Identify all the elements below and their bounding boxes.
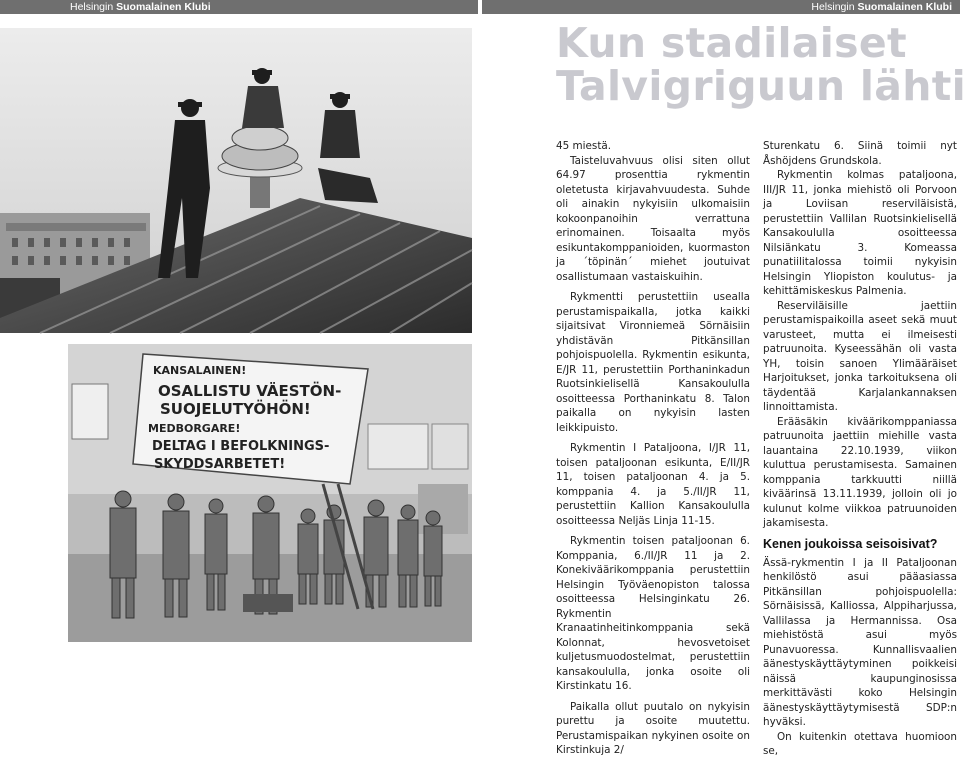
article-column-2 [763, 139, 957, 759]
paragraph: Rykmentin kolmas pataljoona, III/JR 11, jonka miehistö oli Porvoon ja Loviisan reserviläisistä, perustettiin Vallilan Ruotsinkielisellä Kansakoululla osoitteessa Nilsiänkatu 3. Komeassa punatiilitalossa toimii nykyisin Helsingin Yliopiston koulutus- ja kehittämiskeskus Palmenia. [763, 169, 957, 297]
paragraph: Ässä-rykmentin I ja II Pataljoonan henkilöstö asui pääasiassa Pitkänsillan pohjoispuolella: Sörnäisissä, Kalliossa, Alppiharjussa, Vallilassa ja Hermannissa. Osa miehistöstä asui myös Punavuoressa. Kunnallisvaalien äänestyskäyttäytyminen poikkeisi näissä kaupunginosissa merkittävästi koko Helsingin äänestyskäyttäytymisestä SDP:n hyväksi. [763, 556, 957, 728]
paragraph: Reserviläisille jaettiin perustamispaikoilla aseet sekä muut varusteet, mutta ei ilmeisesti patruunoita. Kyseessähän oli vasta YH, toisin sanoen Ylimääräiset Harjoitukset, jonka tarkoituksena oli täydentää Karjalankannaksen linnoittamista. [763, 299, 957, 413]
paragraph: Taisteluvahvuus olisi siten ollut 64.97 prosenttia rykmentin oletetusta kirjavahvuudesta. Suhde oli ainakin nykyisiin ulkomaisiin kokoonpanoihin verrattuna erinomainen. Toisaalta myös esikuntakomppanioiden, kuormaston ja ´töpinän´ miehet joutuivat osallistumaan vastaiskuihin. [556, 154, 750, 283]
banner-text-2: OSALLISTU VÄESTÖN- [158, 382, 342, 400]
paragraph: On kuitenkin otettava huomioon se, [763, 730, 957, 757]
article-column-1 [556, 139, 750, 758]
header-bar-left [0, 0, 478, 14]
paragraph: Rykmentin toisen pataljoonan 6. Komppania, 6./II/JR 11 ja 2. Konekiväärikomppania perustettiin Helsingin Työväenopiston talossa osoitteessa Helsinginkatu 26. Rykmentin Kranaatinheitinkomppania sekä Kolonnat, hevosvetoiset kuljetusmuodostelmat, perustettiin kansakoululla, jonka osoite oli Kirstinkatu 16. [556, 535, 750, 692]
paragraph: Rykmentti perustettiin usealla perustamispaikalla, jotka kaikki sijaitsivat Vironniemeä Sörnäisiin yhdistävän Pitkänsillan pohjoispuolella. Rykmentin esikunta, E/JR 11, perustettiin Porthaninkadun Ruotsinkielisellä Kansakoululla osoitteessa Porthaninkatu 8. Talon paikalla on nykyisin lasten leikkipuisto. [556, 291, 750, 434]
banner-text-4: MEDBORGARE! [148, 422, 241, 435]
banner-text-3: SUOJELUTYÖHÖN! [160, 400, 311, 418]
paragraph: Paikalla ollut puutalo on nykyisin purettu ja osoite muutettu. Perustamispaikan nykyinen osoite on Kirstinkuja 2/ [556, 700, 750, 756]
header-city-right: Helsingin [811, 1, 855, 13]
paragraph: Erääsäkin kiväärikomppaniassa patruunoita jaettiin miehille vasta lauantaina 22.10.1939, viikon kuluttua perustamisesta. Samainen komppania tarkkuutti niillä kiväärinsä 13.11.1939, jolloin oli jo kulunut kolme viikkoa patruunoiden jakamisesta. [763, 415, 957, 529]
header-city-left: Helsingin [70, 1, 114, 13]
header-club-left: Suomalainen Klubi [116, 1, 211, 13]
paragraph: Sturenkatu 6. Siinä toimii nyt Åshöjdens Grundskola. [763, 140, 957, 167]
header-bar-right [482, 0, 960, 14]
photo-rooftop-siren [0, 28, 472, 333]
banner-text-5: DELTAG I BEFOLKNINGS- [152, 439, 330, 454]
article-title [556, 19, 966, 110]
article-title-line-2: Talvigriguun lähti [556, 62, 966, 110]
photo-civil-defense [68, 344, 472, 642]
paragraph: Rykmentin I Pataljoona, I/JR 11, toisen pataljoonan esikunta, E/II/JR 11, toisen pataljoonan 4. ja 5. komppania 4. ja 5./II/JR 11, perustettiin Kallion Kansakoululla osoitteessa Neljäs Linja 11-15. [556, 442, 750, 527]
article-title-line-1: Kun stadilaiset [556, 19, 907, 67]
banner-text-6: SKYDDSARBETET! [154, 457, 286, 472]
banner-text-1: KANSALAINEN! [153, 364, 247, 377]
section-subheading: Kenen joukoissa seisoisivat? [763, 536, 938, 551]
paragraph: 45 miestä. [556, 140, 612, 152]
header-club-right: Suomalainen Klubi [857, 1, 952, 13]
